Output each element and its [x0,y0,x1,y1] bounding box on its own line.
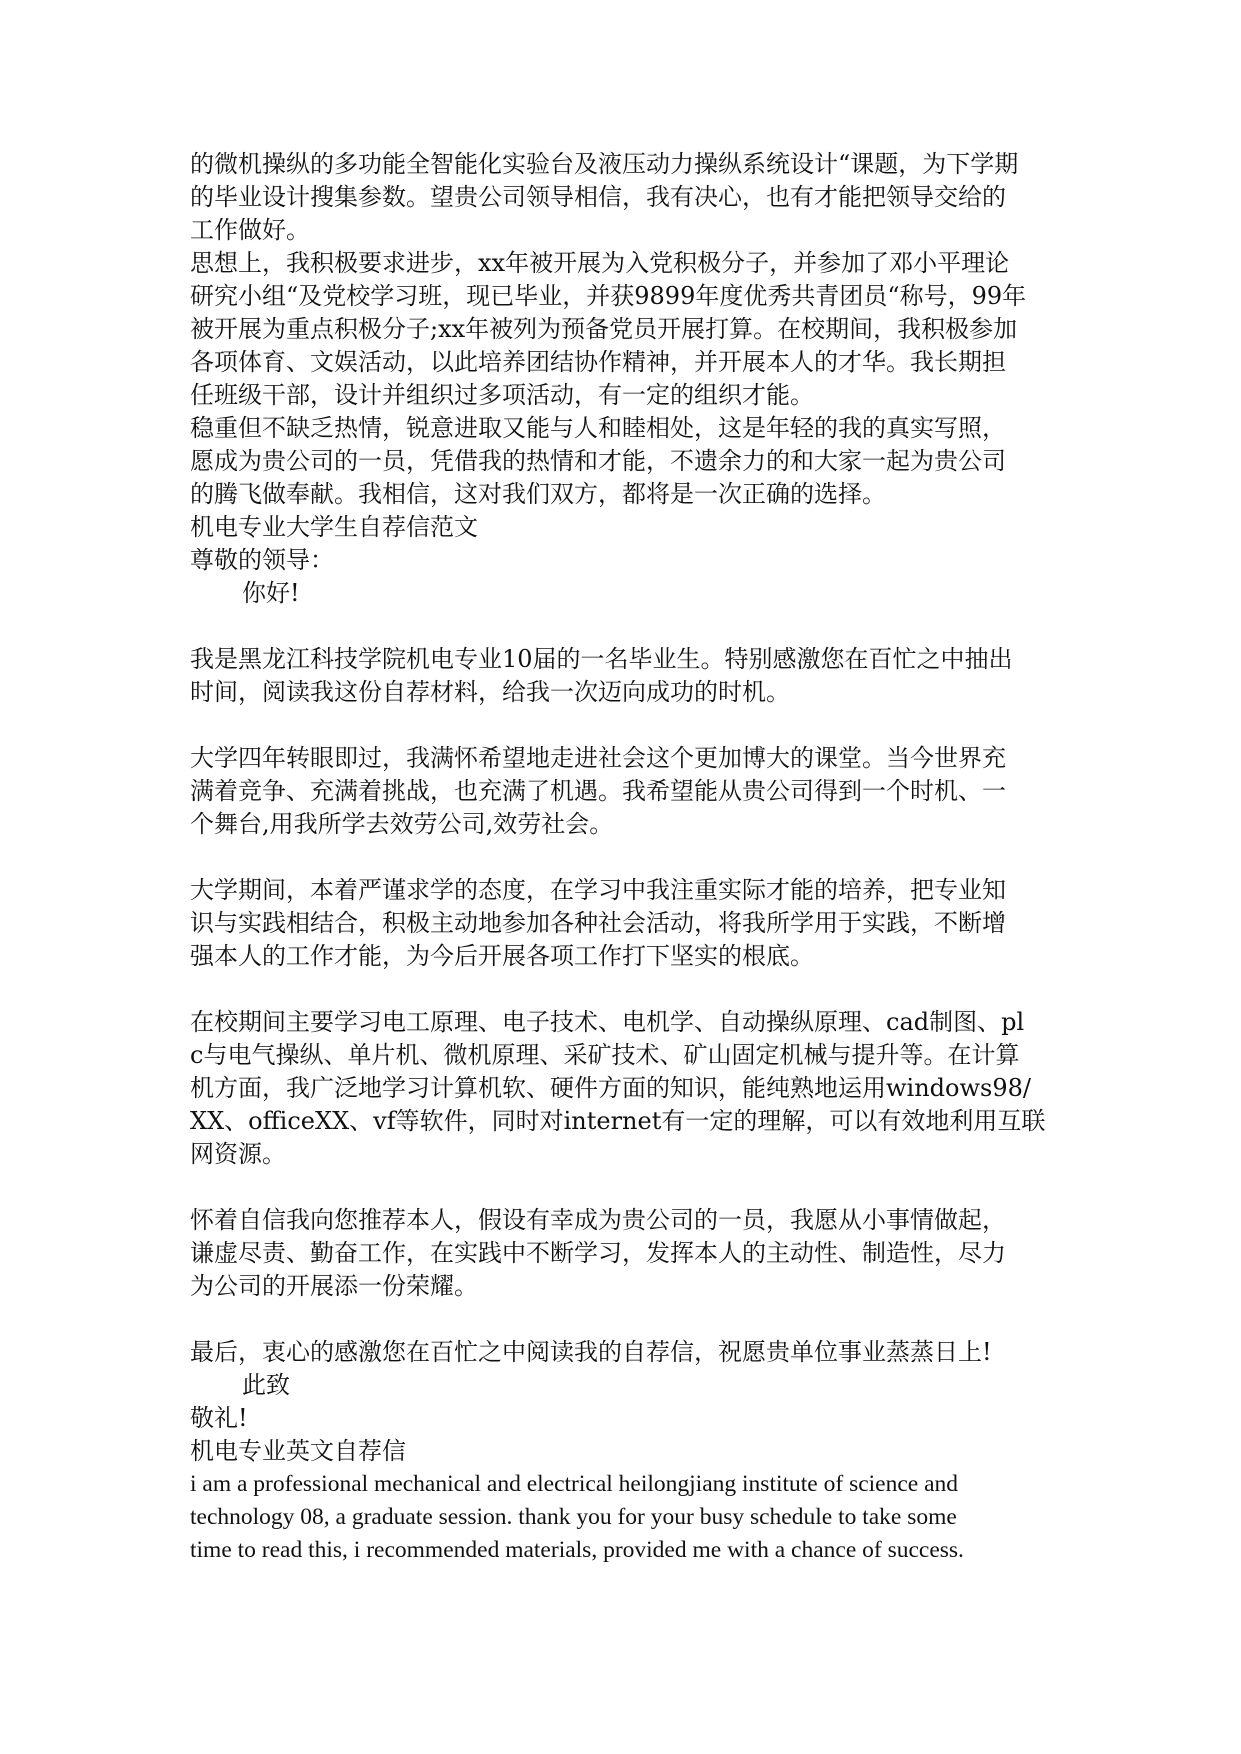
paragraph-6 [190,874,1050,973]
text-line: 网资源。 [190,1140,286,1168]
text-line: 我是黑龙江科技学院机电专业10届的一名毕业生。特别感激您在百忙之中抽出 [190,645,1013,673]
text-line: 被开展为重点积极分子;xx年被列为预备党员开展打算。在校期间，我积极参加 [190,315,1018,343]
text-line: 各项体育、文娱活动，以此培养团结协作精神，并开展本人的才华。我长期担 [190,348,1006,376]
text-line: 愿成为贵公司的一员，凭借我的热情和才能，不遗余力的和大家一起为贵公司 [190,447,1006,475]
salutation: 尊敬的领导： [190,546,334,574]
paragraph-2 [190,247,1050,412]
blank-line [190,610,1050,643]
text-line: 思想上，我积极要求进步，xx年被开展为入党积极分子，并参加了邓小平理论 [190,249,1010,277]
paragraph-4 [190,643,1050,709]
text-line: 大学期间，本着严谨求学的态度，在学习中我注重实际才能的培养，把专业知 [190,876,1006,904]
text-line: 的毕业设计搜集参数。望贵公司领导相信，我有决心，也有才能把领导交给的 [190,183,1006,211]
blank-line [190,1303,1050,1336]
text-line: XX、officeXX、vf等软件，同时对internet有一定的理解，可以有效地利用互联 [190,1107,1046,1135]
paragraph-9-english [190,1468,1050,1567]
text-line: c与电气操纵、单片机、微机原理、采矿技术、矿山固定机械与提升等。在计算 [190,1041,1020,1069]
closing-line: 最后，衷心的感激您在百忙之中阅读我的自荐信，祝愿贵单位事业蒸蒸日上! [190,1338,992,1366]
text-line: 大学四年转眼即过，我满怀希望地走进社会这个更加博大的课堂。当今世界充 [190,744,1006,772]
text-line: 的微机操纵的多功能全智能化实验台及液压动力操纵系统设计“课题，为下学期 [190,150,1019,178]
text-line: 个舞台,用我所学去效劳公司,效劳社会。 [190,810,614,838]
text-line: 时间，阅读我这份自荐材料，给我一次迈向成功的时机。 [190,678,790,706]
section-title-chinese: 机电专业大学生自荐信范文 [190,513,478,541]
text-line: 工作做好。 [190,216,310,244]
text-line: 识与实践相结合，积极主动地参加各种社会活动，将我所学用于实践，不断增 [190,909,1006,937]
text-line: technology 08, a graduate session. thank you for your busy schedule to take some [190,1504,957,1530]
text-line: 为公司的开展添一份荣耀。 [190,1272,478,1300]
text-line: 谦虚尽责、勤奋工作，在实践中不断学习，发挥本人的主动性、制造性，尽力 [190,1239,1006,1267]
paragraph-3 [190,412,1050,511]
text-line: 任班级干部，设计并组织过多项活动，有一定的组织才能。 [190,381,814,409]
paragraph-1 [190,148,1050,247]
closing-cizhi: 此致 [242,1371,290,1399]
text-line: 怀着自信我向您推荐本人，假设有幸成为贵公司的一员，我愿从小事情做起， [190,1206,1006,1234]
document-body [190,148,1050,1567]
text-line: 在校期间主要学习电工原理、电子技术、电机学、自动操纵原理、cad制图、pl [190,1008,1025,1036]
blank-line [190,709,1050,742]
text-line: 研究小组“及党校学习班，现已毕业，并获9899年度优秀共青团员“称号，99年 [190,282,1027,310]
text-line: 的腾飞做奉献。我相信，这对我们双方，都将是一次正确的选择。 [190,480,886,508]
blank-line [190,1171,1050,1204]
text-line: 机方面，我广泛地学习计算机软、硬件方面的知识，能纯熟地运用windows98/ [190,1074,1031,1102]
section-title-english-letter: 机电专业英文自荐信 [190,1437,406,1465]
paragraph-5 [190,742,1050,841]
text-line: 满着竞争、充满着挑战，也充满了机遇。我希望能从贵公司得到一个时机、一 [190,777,1006,805]
paragraph-7 [190,1006,1050,1171]
paragraph-8 [190,1204,1050,1303]
closing-jingli: 敬礼! [190,1404,248,1432]
text-line: time to read this, i recommended materials, provided me with a chance of success. [190,1537,964,1563]
greeting: 你好! [242,579,300,607]
text-line: i am a professional mechanical and electrical heilongjiang institute of science and [190,1471,959,1497]
text-line: 稳重但不缺乏热情，锐意进取又能与人和睦相处，这是年轻的我的真实写照， [190,414,1006,442]
blank-line [190,841,1050,874]
blank-line [190,973,1050,1006]
text-line: 强本人的工作才能，为今后开展各项工作打下坚实的根底。 [190,942,814,970]
